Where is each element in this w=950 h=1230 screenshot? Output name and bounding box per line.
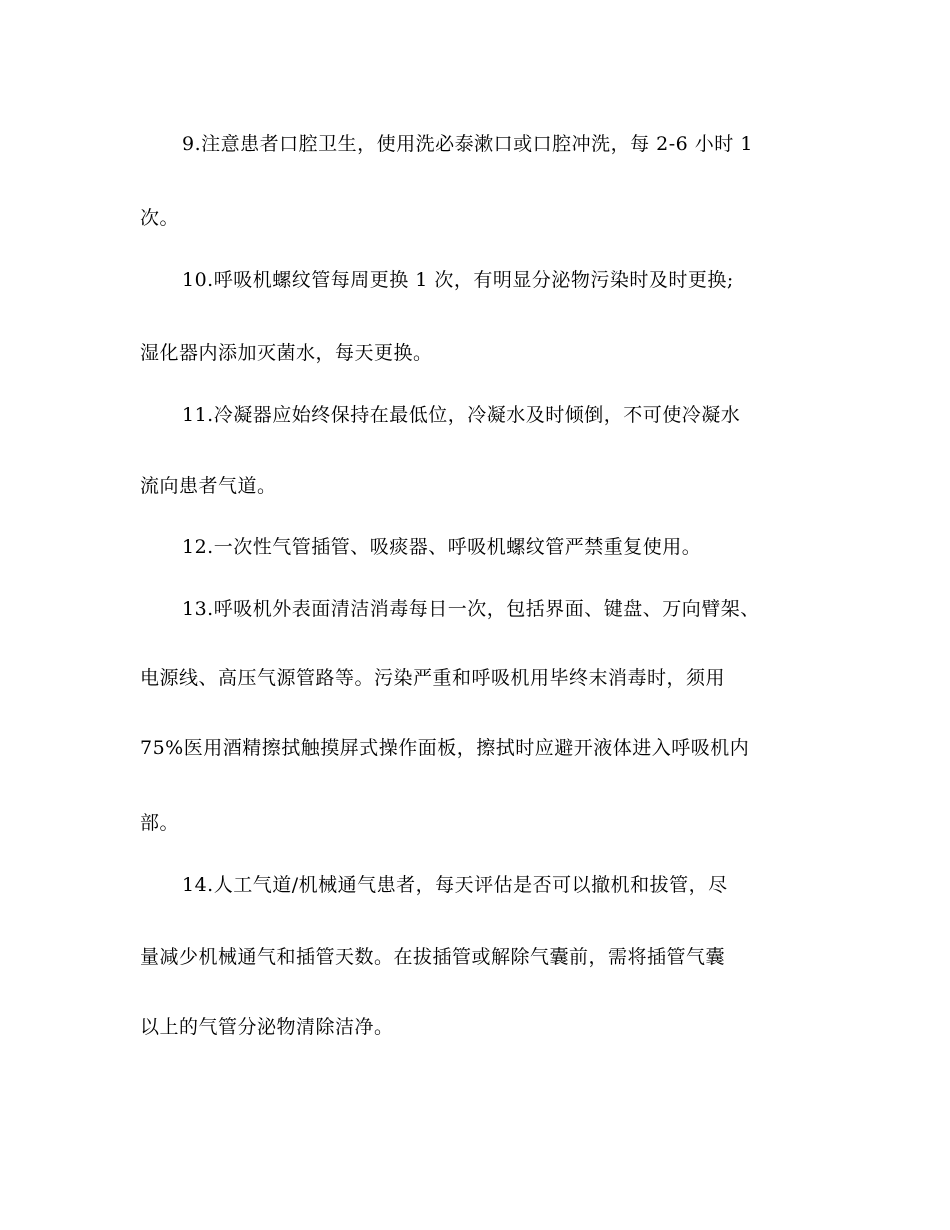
item-13-line-2: 电源线、高压气源管路等。污染严重和呼吸机用毕终末消毒时，须用 bbox=[140, 667, 726, 689]
item-11-line-2: 流向患者气道。 bbox=[140, 475, 277, 497]
item-14-line-3: 以上的气管分泌物清除洁净。 bbox=[140, 1016, 394, 1038]
item-9-line-2: 次。 bbox=[140, 207, 180, 229]
item-13-line-4: 部。 bbox=[140, 812, 180, 834]
item-14-line-2: 量减少机械通气和插管天数。在拔插管或解除气囊前，需将插管气囊 bbox=[140, 946, 726, 968]
item-13-line-3: 75%医用酒精擦拭触摸屏式操作面板，擦拭时应避开液体进入呼吸机内 bbox=[140, 737, 750, 759]
item-13-line-1: 13.呼吸机外表面清洁消毒每日一次，包括界面、键盘、万向臂架、 bbox=[182, 598, 760, 620]
item-10-line-1: 10.呼吸机螺纹管每周更换 1 次，有明显分泌物污染时及时更换; bbox=[182, 269, 734, 291]
item-10-line-2: 湿化器内添加灭菌水，每天更换。 bbox=[140, 342, 433, 364]
item-14-line-1: 14.人工气道/机械通气患者，每天评估是否可以撤机和拔管，尽 bbox=[182, 874, 728, 896]
item-9-line-1: 9.注意患者口腔卫生，使用洗必泰漱口或口腔冲洗，每 2-6 小时 1 bbox=[182, 133, 753, 155]
item-12-line-1: 12.一次性气管插管、吸痰器、呼吸机螺纹管严禁重复使用。 bbox=[182, 536, 702, 558]
item-11-line-1: 11.冷凝器应始终保持在最低位，冷凝水及时倾倒，不可使冷凝水 bbox=[182, 404, 741, 426]
